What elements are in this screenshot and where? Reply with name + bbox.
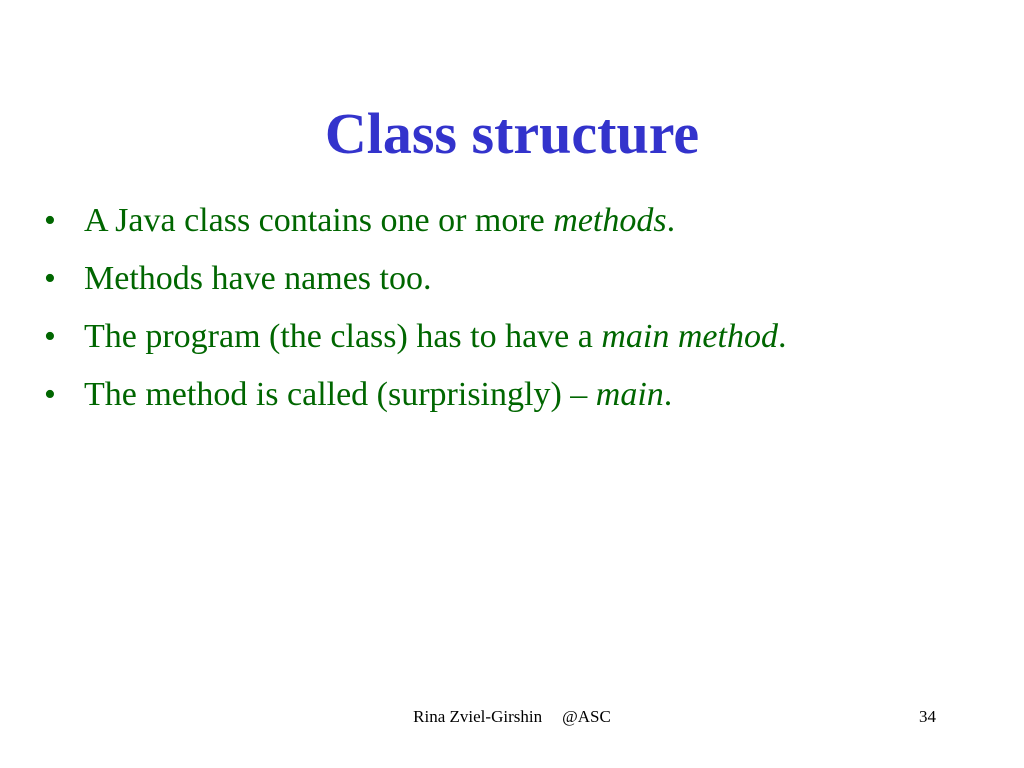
footer-org: @ASC [562,707,611,726]
bullet-text: Methods have names too. [84,260,432,297]
bullet-text: The program (the class) has to have a [84,318,602,355]
page-number: 34 [919,707,936,726]
bullet-marker: • [44,260,56,297]
bullet-emphasis-text: methods [553,202,667,239]
bullet-item [44,308,1004,366]
bullet-text: . [666,202,676,239]
bullet-list [44,192,1004,424]
bullet-marker: • [44,202,56,239]
bullet-item [44,250,1004,308]
footer-author: Rina Zviel-Girshin [413,707,543,726]
slide-title: Class structure [324,101,700,166]
bullet-item [44,366,1004,424]
bullet-emphasis-text: main [595,376,664,413]
bullet-text: The method is called (surprisingly) – [84,376,596,413]
bullet-marker: • [44,318,56,355]
bullet-text: . [663,376,673,413]
bullet-emphasis-text: main method [601,318,778,355]
bullet-text: . [777,318,787,355]
bullet-item [44,192,1004,250]
footer-credit [0,705,1024,729]
bullet-marker: • [44,376,56,413]
bullet-text: A Java class contains one or more [84,202,554,239]
